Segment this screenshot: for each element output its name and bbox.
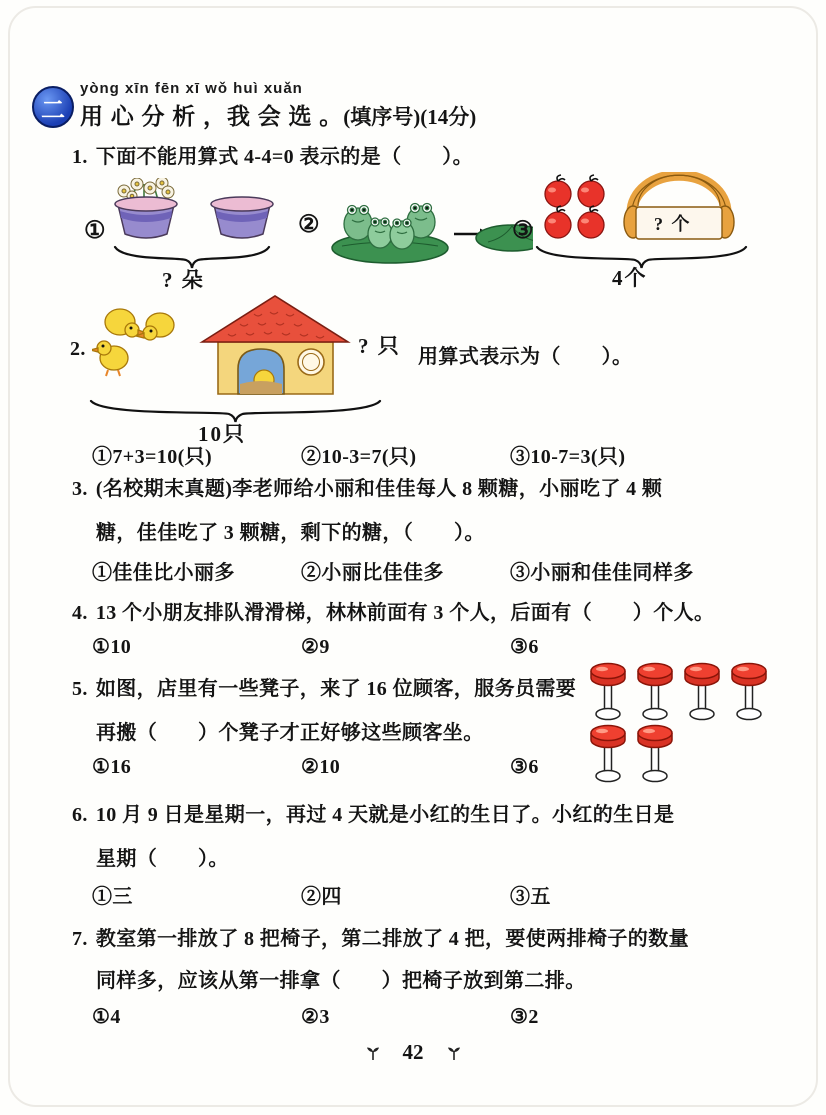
question-4-option-3: ③6 <box>510 636 539 658</box>
question-5-option-2: ②10 <box>301 756 341 778</box>
frogs-illustration <box>328 186 533 266</box>
question-2-option-2: ②10-3=7(只) <box>301 446 417 468</box>
house-question-text: ? 只 <box>358 334 401 358</box>
question-6-line2: 星期（ ）。 <box>96 848 229 870</box>
question-4-option-1: ①10 <box>92 636 132 658</box>
question-2-options <box>92 440 792 469</box>
question-7-options <box>92 1004 792 1029</box>
figure-frogs <box>298 186 533 271</box>
chicks-illustration <box>92 300 192 385</box>
question-4 <box>72 596 714 625</box>
figure-apples-basket <box>512 172 752 290</box>
question-4-number: 4. <box>72 602 88 624</box>
house-illustration <box>198 292 353 400</box>
question-6-option-2: ②四 <box>301 886 342 908</box>
section-pinyin: yòng xīn fēn xī wǒ huì xuǎn <box>80 80 303 97</box>
section-badge <box>32 86 74 128</box>
figure-frogs-label: ② <box>298 212 320 238</box>
basket-question-text: ? 个 <box>654 214 692 234</box>
figure-flowerpots <box>84 176 294 292</box>
question-3-option-1: ①佳佳比小丽多 <box>92 562 235 584</box>
question-3-line1: (名校期末真题)李老师给小丽和佳佳每人 8 颗糖，小丽吃了 4 颗 <box>95 478 663 500</box>
figure-flowerpots-label: ① <box>84 218 106 244</box>
question-7-option-3: ③2 <box>510 1006 539 1028</box>
question-7-line2: 同样多，应该从第一排拿（ ）把椅子放到第二排。 <box>96 970 586 992</box>
section-title-text: 用 心 分 析 ，我 会 选 。 <box>80 104 344 129</box>
sprout-icon <box>365 1045 381 1061</box>
stools-illustration <box>588 662 780 786</box>
apples-basket-illustration <box>538 172 743 244</box>
question-5-option-3: ③6 <box>510 756 539 778</box>
question-7-line1: 教室第一排放了 8 把椅子，第二排放了 4 把，要使两排椅子的数量 <box>95 928 690 950</box>
sprout-icon <box>446 1045 462 1061</box>
question-3 <box>72 472 662 501</box>
question-1-text: 下面不能用算式 4-4=0 表示的是（ ）。 <box>95 146 474 168</box>
question-6-option-1: ①三 <box>92 886 133 908</box>
question-2-option-3: ③10-7=3(只) <box>510 446 626 468</box>
question-5-line1: 如图，店里有一些凳子，来了 16 位顾客，服务员需要 <box>95 678 577 700</box>
question-5 <box>72 672 576 701</box>
flowerpots-illustration <box>110 178 280 244</box>
question-6-options <box>92 880 792 909</box>
question-3-option-3: ③小丽和佳佳同样多 <box>510 562 694 584</box>
question-2-number: 2. <box>70 338 86 360</box>
question-2-option-1: ①7+3=10(只) <box>92 446 213 468</box>
question-6-number: 6. <box>72 804 88 826</box>
question-7-option-1: ①4 <box>92 1006 121 1028</box>
question-4-options <box>92 634 792 659</box>
page-footer <box>0 1040 826 1065</box>
question-7 <box>72 922 689 951</box>
figure-apples-label: ③ <box>512 218 534 244</box>
question-4-line1: 13 个小朋友排队滑滑梯，林林前面有 3 个人，后面有（ ）个人。 <box>95 602 715 624</box>
question-3-option-2: ②小丽比佳佳多 <box>301 562 444 584</box>
question-5-line2: 再搬（ ）个凳子才正好够这些顾客坐。 <box>96 722 484 744</box>
question-3-line2: 糖，佳佳吃了 3 颗糖，剩下的糖，（ ）。 <box>96 522 485 544</box>
question-6 <box>72 798 674 827</box>
question-3-number: 3. <box>72 478 88 500</box>
question-2-text: 用算式表示为（ ）。 <box>418 346 633 368</box>
question-1 <box>72 140 473 169</box>
question-7-option-2: ②3 <box>301 1006 330 1028</box>
figure-apples-caption: 4个 <box>612 266 648 290</box>
figure-flowerpots-caption: ? 朵 <box>162 268 205 292</box>
question-3-options <box>92 556 792 585</box>
question-4-option-2: ②9 <box>301 636 330 658</box>
section-badge-label: 二 <box>41 97 65 124</box>
question-2-caption: 10只 <box>198 422 246 446</box>
question-6-option-3: ③五 <box>510 886 551 908</box>
section-note: (填序号)(14分) <box>343 105 477 129</box>
question-5-number: 5. <box>72 678 88 700</box>
section-title <box>80 98 476 131</box>
question-1-number: 1. <box>72 146 88 168</box>
question-5-option-1: ①16 <box>92 756 132 778</box>
page-number: 42 <box>402 1040 424 1064</box>
question-7-number: 7. <box>72 928 88 950</box>
question-6-line1: 10 月 9 日是星期一，再过 4 天就是小红的生日了。小红的生日是 <box>95 804 675 826</box>
question-2 <box>70 292 796 446</box>
